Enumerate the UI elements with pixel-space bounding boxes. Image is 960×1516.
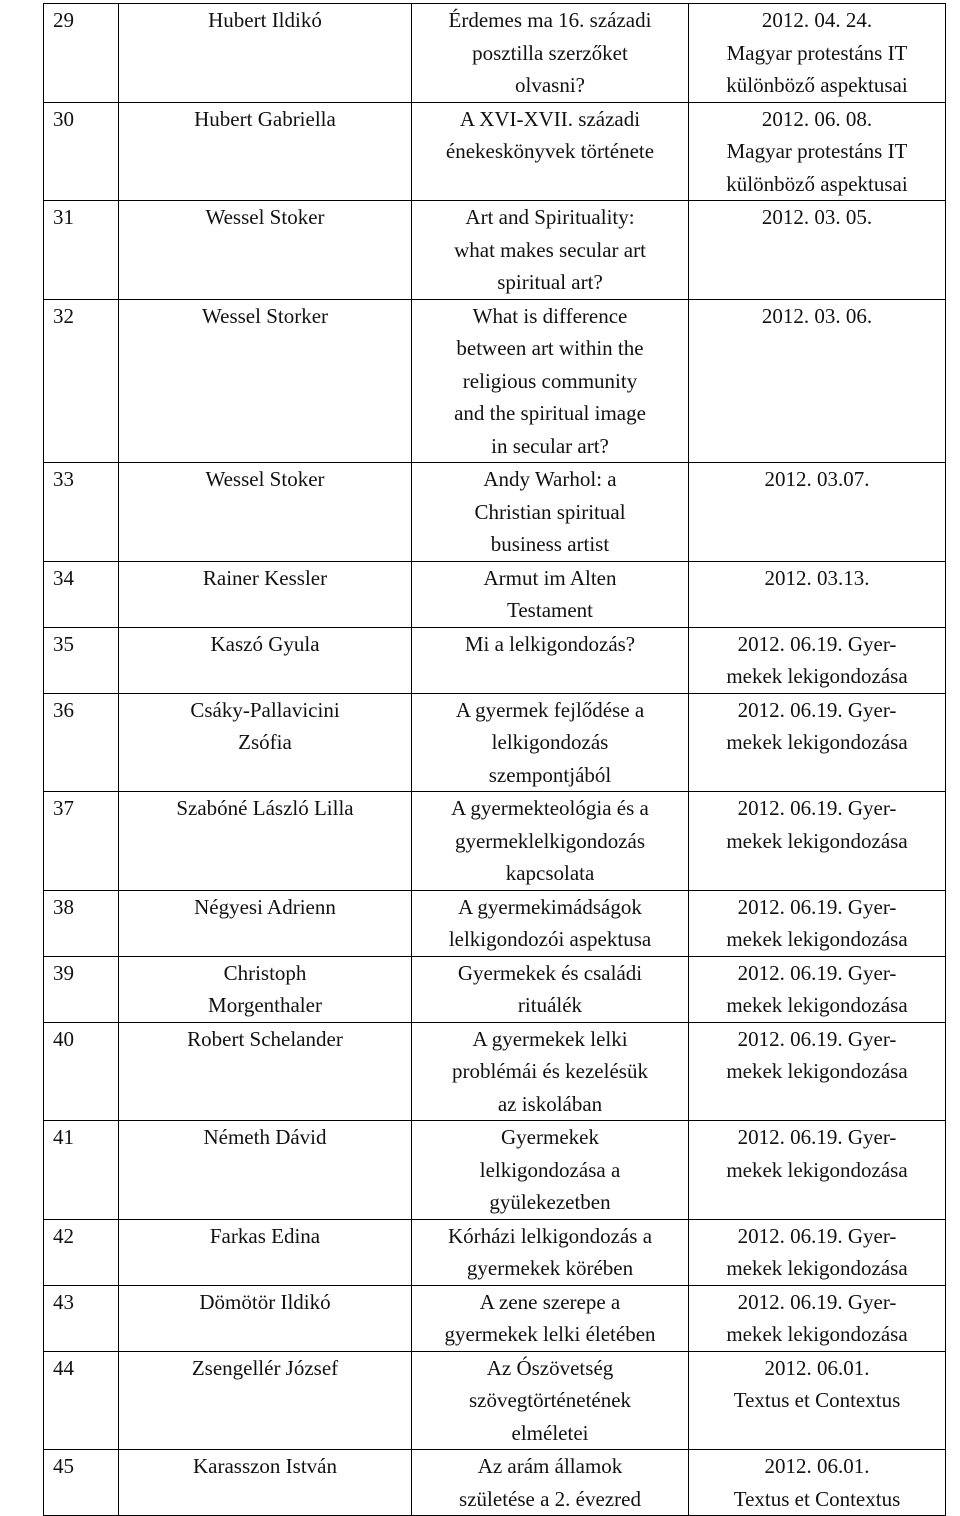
row-number: 42 <box>44 1219 119 1285</box>
speaker-name: Csáky-Pallavicini Zsófia <box>119 693 412 792</box>
table-row <box>44 1219 946 1285</box>
speaker-name: Hubert Gabriella <box>119 102 412 201</box>
speaker-name: Németh Dávid <box>119 1121 412 1220</box>
speaker-name: Farkas Edina <box>119 1219 412 1285</box>
lecture-title: A gyermek fejlődése a lelkigondozás szempontjából <box>412 693 689 792</box>
table-row <box>44 1285 946 1351</box>
speaker-name: Hubert Ildikó <box>119 4 412 103</box>
lecture-title: A gyermekteológia és a gyermeklelkigondozás kapcsolata <box>412 792 689 891</box>
lecture-date: 2012. 06. 08. Magyar protestáns IT különböző aspektusai <box>689 102 946 201</box>
lecture-date: 2012. 03. 06. <box>689 299 946 463</box>
row-number: 31 <box>44 201 119 300</box>
lecture-title: Andy Warhol: a Christian spiritual business artist <box>412 463 689 562</box>
lecture-title: A zene szerepe a gyermekek lelki életében <box>412 1285 689 1351</box>
lecture-title: Gyermekek lelkigondozása a gyülekezetben <box>412 1121 689 1220</box>
speaker-name: Christoph Morgenthaler <box>119 956 412 1022</box>
lecture-date: 2012. 06.01. Textus et Contextus <box>689 1450 946 1516</box>
row-number: 41 <box>44 1121 119 1220</box>
speaker-name: Dömötör Ildikó <box>119 1285 412 1351</box>
table-row <box>44 627 946 693</box>
speaker-name: Zsengellér József <box>119 1351 412 1450</box>
lecture-date: 2012. 03.13. <box>689 561 946 627</box>
row-number: 38 <box>44 890 119 956</box>
table-row <box>44 956 946 1022</box>
row-number: 30 <box>44 102 119 201</box>
table-row <box>44 1022 946 1121</box>
row-number: 32 <box>44 299 119 463</box>
row-number: 29 <box>44 4 119 103</box>
row-number: 44 <box>44 1351 119 1450</box>
row-number: 39 <box>44 956 119 1022</box>
speaker-name: Wessel Stoker <box>119 201 412 300</box>
lecture-title: A gyermekimádságok lelkigondozói aspektusa <box>412 890 689 956</box>
table-row <box>44 463 946 562</box>
lecture-table-body <box>44 4 946 1516</box>
lecture-title: A gyermekek lelki problémái és kezelésük az iskolában <box>412 1022 689 1121</box>
row-number: 43 <box>44 1285 119 1351</box>
row-number: 36 <box>44 693 119 792</box>
table-row <box>44 299 946 463</box>
speaker-name: Wessel Stoker <box>119 463 412 562</box>
lecture-date: 2012. 04. 24. Magyar protestáns IT különböző aspektusai <box>689 4 946 103</box>
lecture-title: Mi a lelkigondozás? <box>412 627 689 693</box>
row-number: 40 <box>44 1022 119 1121</box>
lecture-title: Gyermekek és családi rituálék <box>412 956 689 1022</box>
speaker-name: Szabóné László Lilla <box>119 792 412 891</box>
lecture-title: Az arám államok születése a 2. évezred <box>412 1450 689 1516</box>
row-number: 37 <box>44 792 119 891</box>
lecture-table <box>43 3 946 1516</box>
lecture-date: 2012. 03.07. <box>689 463 946 562</box>
lecture-date: 2012. 06.19. Gyer- mekek lekigondozása <box>689 890 946 956</box>
table-row <box>44 890 946 956</box>
speaker-name: Karasszon István <box>119 1450 412 1516</box>
lecture-title: Art and Spirituality: what makes secular art spiritual art? <box>412 201 689 300</box>
lecture-date: 2012. 06.19. Gyer- mekek lekigondozása <box>689 792 946 891</box>
table-row <box>44 1351 946 1450</box>
lecture-date: 2012. 06.19. Gyer- mekek lekigondozása <box>689 956 946 1022</box>
row-number: 33 <box>44 463 119 562</box>
table-row <box>44 1450 946 1516</box>
table-row <box>44 792 946 891</box>
lecture-title: Érdemes ma 16. századi posztilla szerzőket olvasni? <box>412 4 689 103</box>
table-row <box>44 693 946 792</box>
table-row <box>44 561 946 627</box>
speaker-name: Wessel Storker <box>119 299 412 463</box>
table-row <box>44 4 946 103</box>
speaker-name: Rainer Kessler <box>119 561 412 627</box>
lecture-title: What is difference between art within the religious community and the spiritual image in secular art? <box>412 299 689 463</box>
lecture-date: 2012. 06.19. Gyer- mekek lekigondozása <box>689 693 946 792</box>
lecture-date: 2012. 06.01. Textus et Contextus <box>689 1351 946 1450</box>
lecture-title: Armut im Alten Testament <box>412 561 689 627</box>
speaker-name: Robert Schelander <box>119 1022 412 1121</box>
speaker-name: Kaszó Gyula <box>119 627 412 693</box>
speaker-name: Négyesi Adrienn <box>119 890 412 956</box>
lecture-date: 2012. 06.19. Gyer- mekek lekigondozása <box>689 1022 946 1121</box>
row-number: 34 <box>44 561 119 627</box>
lecture-title: Kórházi lelkigondozás a gyermekek körében <box>412 1219 689 1285</box>
lecture-date: 2012. 06.19. Gyer- mekek lekigondozása <box>689 627 946 693</box>
table-row <box>44 102 946 201</box>
row-number: 35 <box>44 627 119 693</box>
lecture-date: 2012. 06.19. Gyer- mekek lekigondozása <box>689 1121 946 1220</box>
lecture-date: 2012. 06.19. Gyer- mekek lekigondozása <box>689 1285 946 1351</box>
lecture-date: 2012. 03. 05. <box>689 201 946 300</box>
row-number: 45 <box>44 1450 119 1516</box>
lecture-title: Az Ószövetség szövegtörténetének elméletei <box>412 1351 689 1450</box>
table-row <box>44 1121 946 1220</box>
table-row <box>44 201 946 300</box>
lecture-title: A XVI-XVII. századi énekeskönyvek története <box>412 102 689 201</box>
lecture-date: 2012. 06.19. Gyer- mekek lekigondozása <box>689 1219 946 1285</box>
